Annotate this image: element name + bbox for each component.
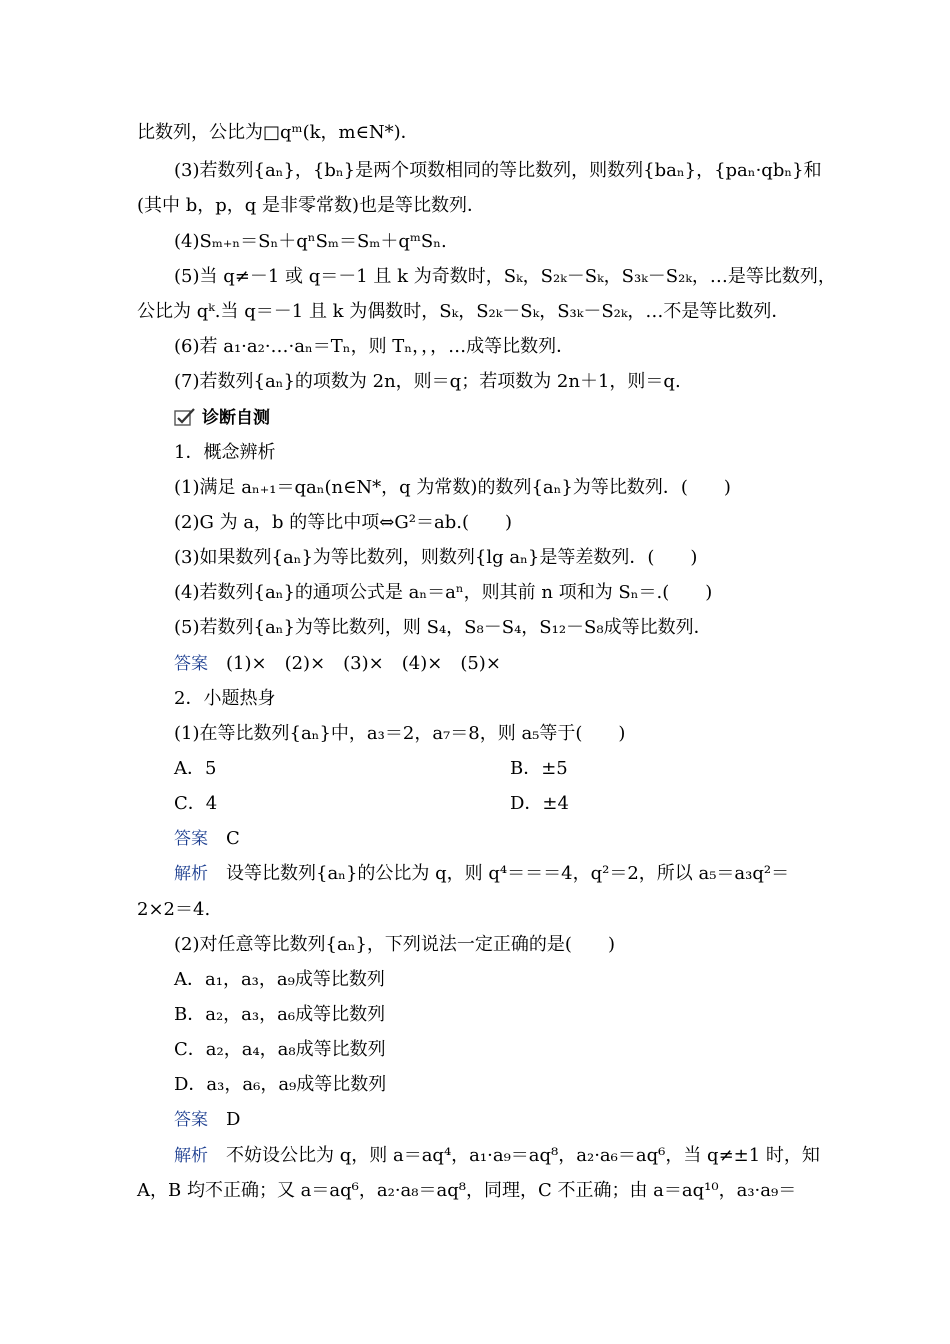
text-line: 比数列，公比为□qᵐ(k，m∈N*)． [137, 122, 419, 143]
option-d: D．±4 [510, 793, 569, 814]
option-a: A．5 [174, 758, 217, 779]
section-heading [174, 406, 814, 430]
question-line: (2)G 为 a，b 的等比中项⇔G²＝ab.( ) [174, 512, 512, 533]
question-line: (4)若数列{aₙ}的通项公式是 aₙ＝aⁿ，则其前 n 项和为 Sₙ＝.( ) [174, 582, 713, 603]
option-a: A．a₁，a₃，a₉成等比数列 [174, 969, 385, 990]
section-title: 诊断自测 [202, 408, 270, 428]
question-line: (5)若数列{aₙ}为等比数列，则 S₄，S₈－S₄，S₁₂－S₈成等比数列． [174, 617, 712, 638]
text-line: (3)若数列{aₙ}，{bₙ}是两个项数相同的等比数列，则数列{baₙ}，{paₙ·qbₙ}和 [174, 160, 822, 181]
text-line: (7)若数列{aₙ}的项数为 2n，则＝q；若项数为 2n＋1，则＝q. [174, 371, 681, 392]
analysis-text: 不妨设公比为 q，则 a＝aq⁴，a₁·a₉＝aq⁸，a₂·a₆＝aq⁶，当 q≠±1 时，知 [226, 1145, 820, 1166]
text-line: 公比为 qᵏ.当 q＝－1 且 k 为偶数时，Sₖ，S₂ₖ－Sₖ，S₃ₖ－S₂ₖ，…不是等比数列． [137, 301, 790, 322]
analysis-text: 设等比数列{aₙ}的公比为 q，则 q⁴＝＝＝4，q²＝2，所以 a₅＝a₃q²＝ [226, 863, 790, 884]
question-line: (3)如果数列{aₙ}为等比数列，则数列{lg aₙ}是等差数列．( ) [174, 547, 698, 568]
answer-line [174, 827, 814, 851]
option-c: C．4 [174, 793, 218, 814]
text-line: (6)若 a₁·a₂·…·aₙ＝Tₙ，则 Tₙ，，，…成等比数列． [174, 336, 575, 357]
analysis-line [174, 1144, 820, 1168]
option-b: B．a₂，a₃，a₆成等比数列 [174, 1004, 386, 1025]
option-d: D．a₃，a₆，a₉成等比数列 [174, 1074, 387, 1095]
question-line: (1)满足 aₙ₊₁＝qaₙ(n∈N*，q 为常数)的数列{aₙ}为等比数列．( ) [174, 477, 731, 498]
option-row [174, 792, 814, 816]
analysis-line: A，B 均不正确；又 a＝aq⁶，a₂·a₈＝aq⁸，同理，C 不正确；由 a＝aq¹⁰，a₃·a₉＝ [137, 1180, 797, 1201]
problem-line: (2)对任意等比数列{aₙ}，下列说法一定正确的是( ) [174, 934, 615, 955]
analysis-label: 解析 [174, 1146, 208, 1166]
option-c: C．a₂，a₄，a₈成等比数列 [174, 1039, 386, 1060]
answer-text: (1)× (2)× (3)× (4)× (5)× [226, 653, 501, 674]
text-line: (4)Sₘ₊ₙ＝Sₙ＋qⁿSₘ＝Sₘ＋qᵐSₙ. [174, 231, 447, 252]
option-b: B．±5 [510, 758, 568, 779]
subsection-title: 2．小题热身 [174, 688, 276, 709]
answer-line [174, 1108, 814, 1132]
subsection-title: 1．概念辨析 [174, 442, 276, 463]
analysis-label: 解析 [174, 864, 208, 884]
answer-label: 答案 [174, 654, 208, 674]
analysis-line: 2×2＝4. [137, 899, 211, 920]
text-line: (其中 b，p，q 是非零常数)也是等比数列． [137, 195, 486, 216]
analysis-line [174, 862, 814, 886]
answer-label: 答案 [174, 829, 208, 849]
problem-line: (1)在等比数列{aₙ}中，a₃＝2，a₇＝8，则 a₅等于( ) [174, 723, 626, 744]
answer-label: 答案 [174, 1110, 208, 1130]
check-pencil-icon [174, 407, 196, 427]
text-line: (5)当 q≠－1 或 q＝－1 且 k 为奇数时，Sₖ，S₂ₖ－Sₖ，S₃ₖ－S₂ₖ，…是等比数列， [174, 266, 836, 287]
answer-text: C [226, 828, 240, 849]
answer-text: D [226, 1109, 241, 1130]
option-row [174, 757, 814, 781]
answer-line [174, 652, 814, 676]
